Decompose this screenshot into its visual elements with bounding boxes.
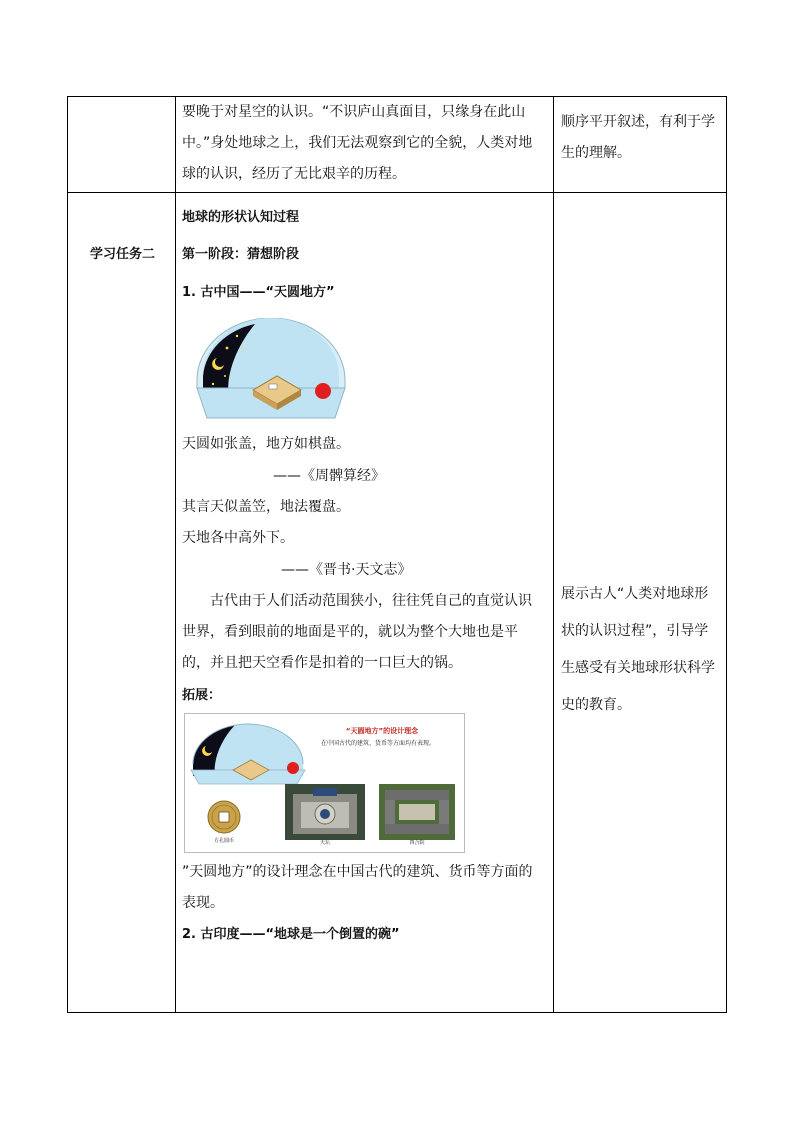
quote-2a: 其言天似盖笠，地法覆盘。 — [182, 499, 350, 515]
star-icon — [236, 335, 238, 337]
col-divider-1 — [175, 97, 176, 1012]
text-line: 球的认识，经历了无比艰辛的历程。 — [182, 166, 406, 182]
text-line: 顺序平开叙述，有利于学 — [561, 114, 715, 130]
house-icon — [269, 384, 277, 389]
coin-icon — [207, 800, 241, 834]
quote-1: 天圆如张盖，地方如棋盘。 — [182, 436, 350, 452]
row1-main-text — [182, 97, 550, 190]
row-divider — [68, 192, 726, 193]
source-1: ——《周髀算经》 — [273, 468, 385, 484]
caption-coin: 方孔圆币 — [213, 838, 234, 844]
expand-label: 拓展： — [182, 688, 222, 703]
star-icon — [224, 375, 226, 377]
text-line: 展示古人“人类对地球形 — [561, 586, 709, 602]
lesson-table — [67, 96, 727, 1013]
heaven-earth-illustration — [195, 318, 347, 422]
text-line: 生感受有关地球形状科学 — [561, 660, 715, 676]
expand-paragraph — [182, 857, 550, 919]
sun-icon — [315, 383, 331, 399]
sun-icon — [287, 762, 299, 774]
text-line: 古代由于人们活动范围狭小，往往凭自己的直觉认识 — [210, 593, 532, 609]
text-line: 史的教育。 — [561, 697, 631, 713]
row2-note — [561, 576, 726, 724]
text-line: 生的理解。 — [561, 145, 631, 161]
task-label: 学习任务二 — [90, 247, 156, 262]
quote-2b: 天地各中高外下。 — [182, 530, 294, 546]
design-concept-figure — [184, 713, 465, 853]
item-heading-china: 1. 古中国——“天圆地方” — [182, 285, 335, 300]
caption-courtyard: 四合院 — [409, 840, 425, 846]
caption-temple: 天坛 — [319, 840, 330, 846]
star-icon — [242, 347, 244, 349]
source-2: ——《晋书·天文志》 — [281, 562, 412, 578]
star-icon — [212, 383, 214, 385]
courtyard-house-photo — [379, 784, 455, 840]
stage-heading: 第一阶段：猜想阶段 — [182, 247, 300, 262]
text-line: ”天圆地方”的设计理念在中国古代的建筑、货币等方面的 — [182, 864, 533, 880]
figure-title: “天圆地方”的设计理念 — [345, 727, 419, 735]
text-line: 要晚于对星空的认识。“不识庐山真面目，只缘身在此山 — [182, 104, 526, 120]
figure-subtitle: 在中国古代的建筑、货币等方面均有表现。 — [320, 740, 435, 747]
text-line: 世界，看到眼前的地面是平的，就以为整个大地也是平 — [182, 624, 518, 640]
text-line: 中。”身处地球之上，我们无法观察到它的全貌，人类对地 — [182, 135, 533, 151]
text-line: 状的认识过程”，引导学 — [561, 623, 709, 639]
col-divider-2 — [553, 97, 554, 1012]
section-heading: 地球的形状认知过程 — [182, 210, 300, 225]
text-line: 的，并且把天空看作是扣着的一口巨大的锅。 — [182, 655, 462, 671]
mini-heaven-earth-illustration — [189, 720, 307, 786]
text-line: 表现。 — [182, 895, 224, 911]
explanation-paragraph — [182, 586, 550, 679]
item-heading-india: 2. 古印度——“地球是一个倒置的碗” — [182, 927, 400, 942]
row1-note — [561, 107, 726, 169]
star-icon — [226, 347, 229, 350]
temple-of-heaven-photo — [285, 784, 365, 840]
